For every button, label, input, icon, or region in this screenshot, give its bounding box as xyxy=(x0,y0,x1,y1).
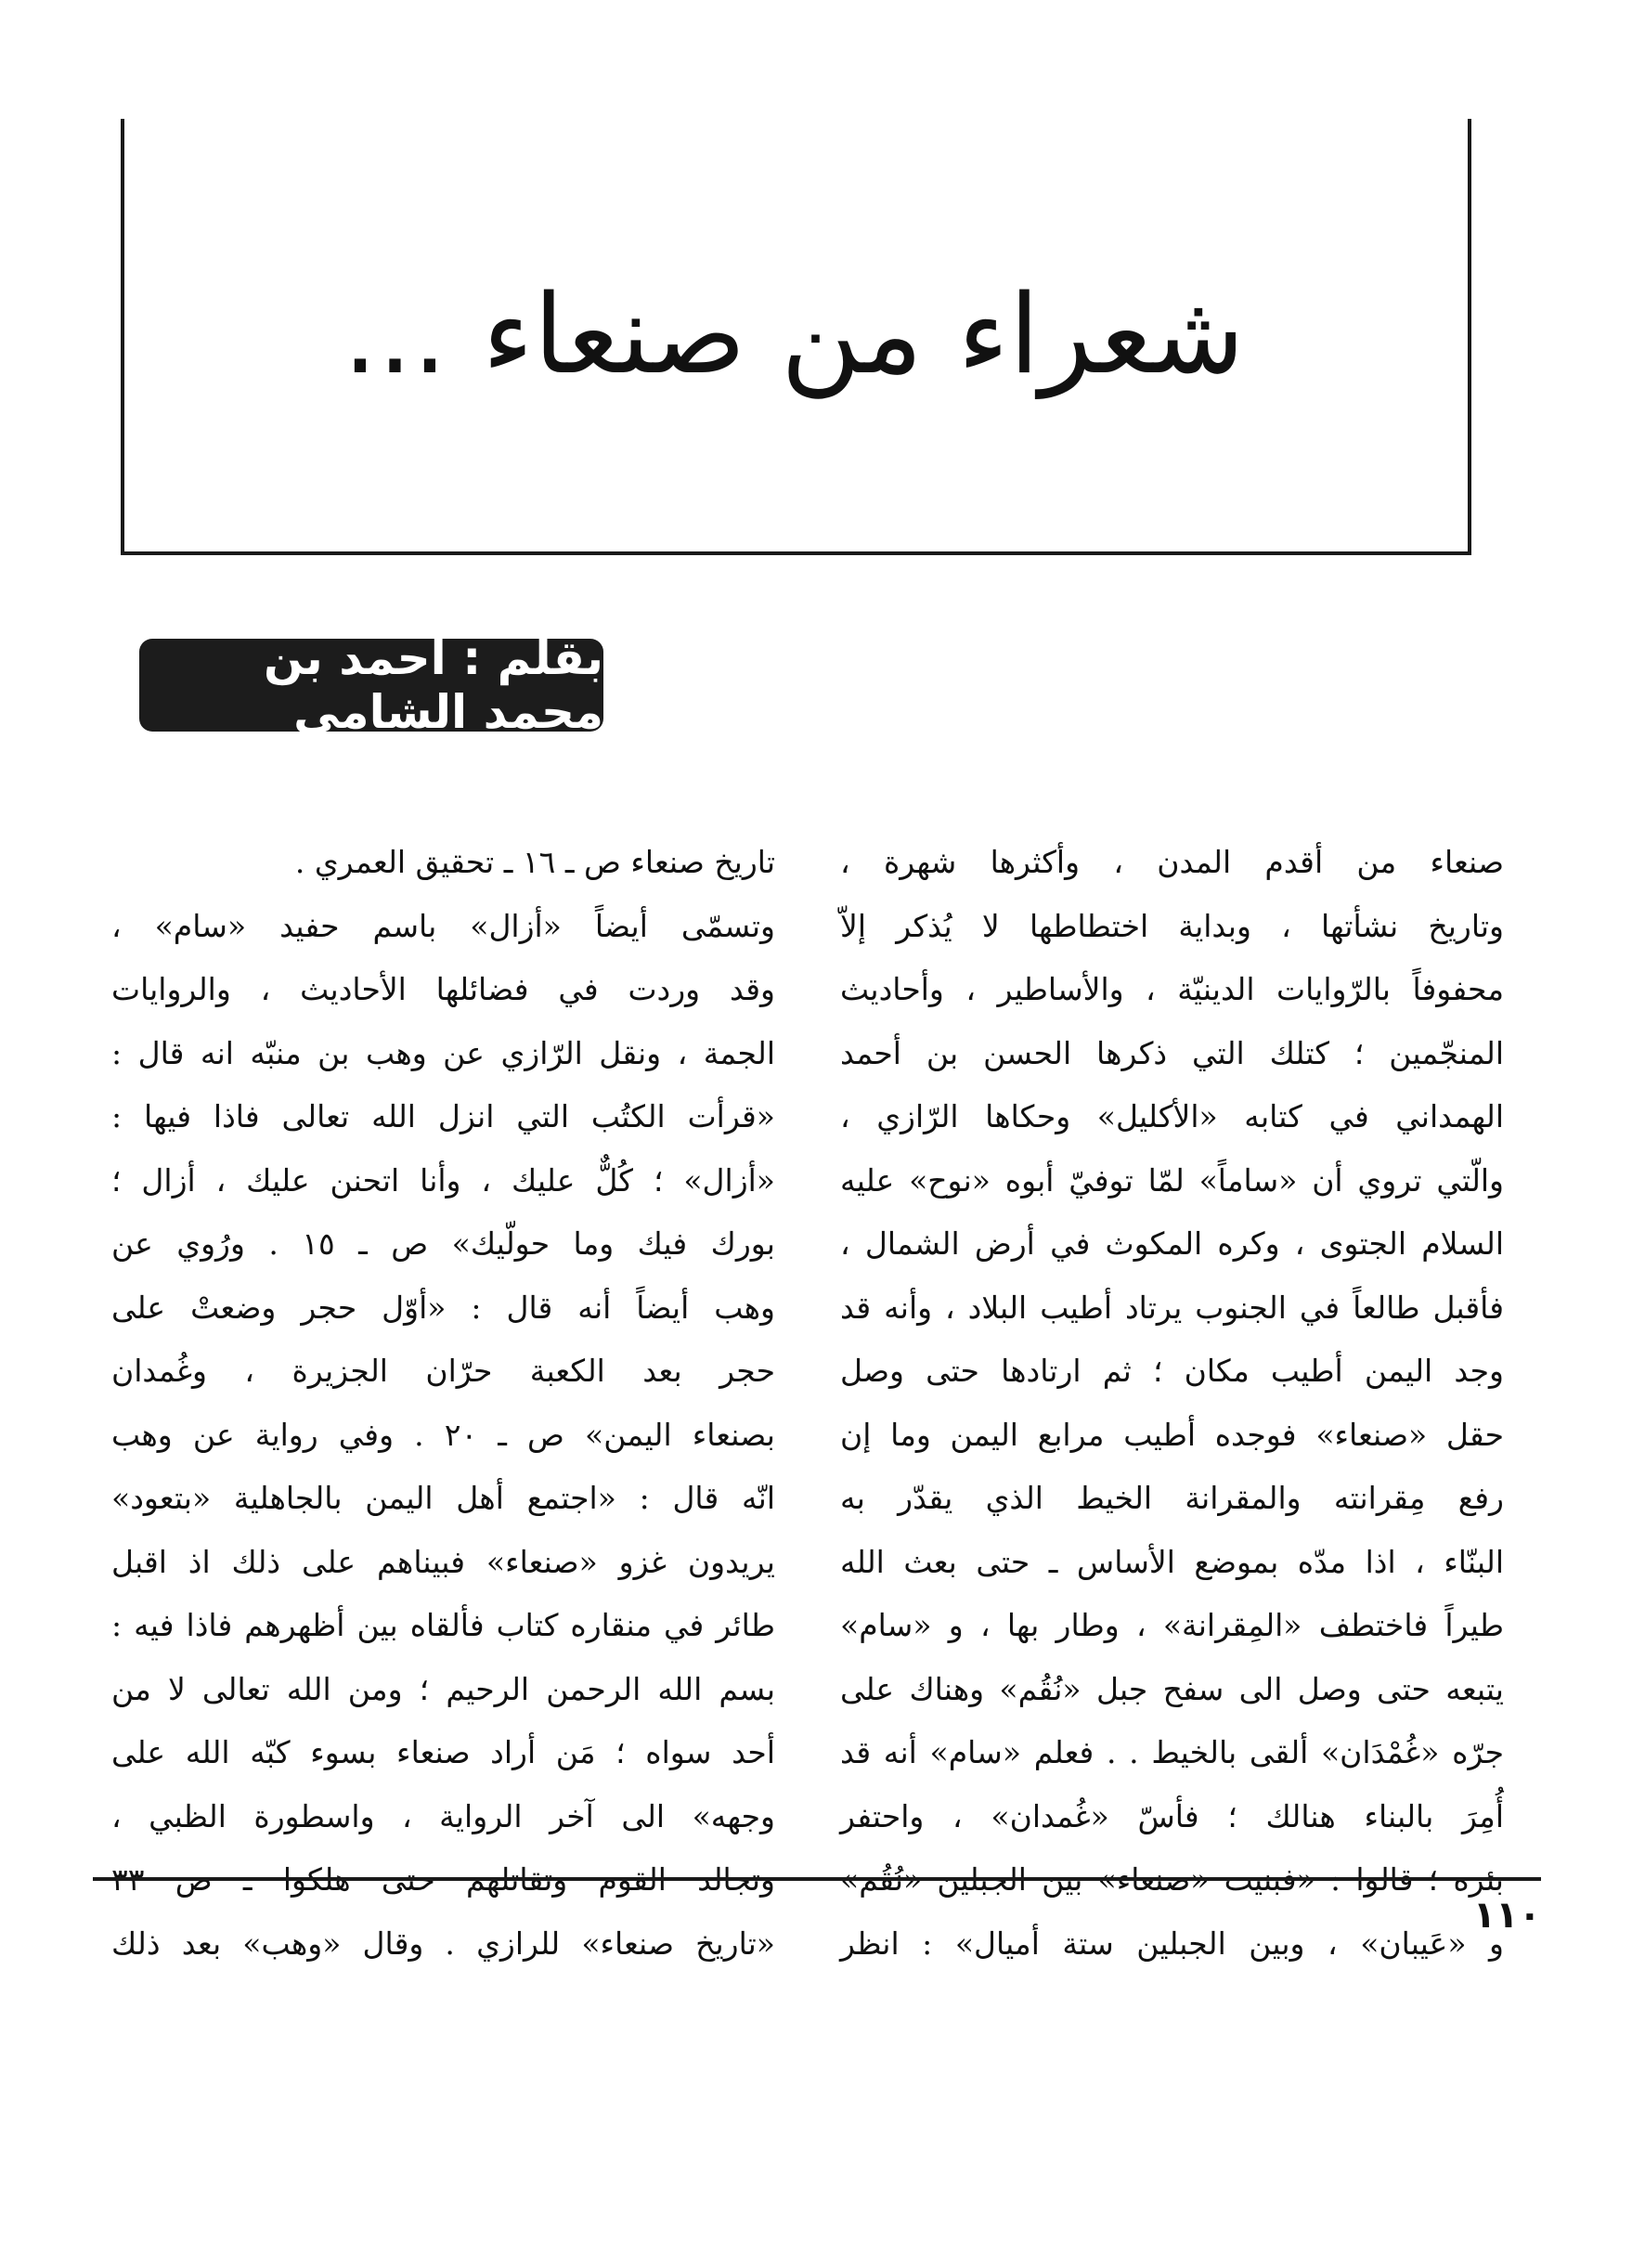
text-line: السلام الجتوى ، وكره المكوث في أرض الشمال ، xyxy=(840,1225,1504,1262)
text-line: أُمِرَ بالبناء هنالك ؛ فأسّ «غُمدان» ، واحتفر xyxy=(840,1797,1504,1834)
text-line: وتسمّى أيضاً «أزال» باسم حفيد «سام» ، xyxy=(111,907,775,944)
text-line: فأقبل طالعاً في الجنوب يرتاد أطيب البلاد ، وأنه قد xyxy=(840,1289,1504,1326)
text-line: رفع مِقرانته والمقرانة الخيط الذي يقدّر به xyxy=(840,1480,1504,1516)
text-line: طيراً فاختطف «المِقرانة» ، وطار بها ، و «سام» xyxy=(840,1607,1504,1643)
text-line: «أزال» ؛ كُلٌّ عليك ، وأنا اتحنن عليك ، أزال ؛ xyxy=(111,1161,775,1199)
text-line: حجر بعد الكعبة حرّان الجزيرة ، وغُمدان xyxy=(111,1353,775,1389)
text-line: محفوفاً بالرّوايات الدينيّة ، والأساطير ، وأحاديث xyxy=(840,971,1504,1007)
text-line: الهمداني في كتابه «الأكليل» وحكاها الرّازي ، xyxy=(840,1098,1504,1134)
article-title: شعراء من صنعاء ... xyxy=(343,270,1245,398)
text-line: وتاريخ نشأتها ، وبداية اختطاطها لا يُذكر إلاّ xyxy=(840,907,1504,944)
text-line: انّه قال : «اجتمع أهل اليمن بالجاهلية «بتعود» xyxy=(111,1480,775,1516)
text-line: يريدون غزو «صنعاء» فبيناهم على ذلك اذ اقبل xyxy=(111,1543,775,1580)
text-line: وجد اليمن أطيب مكان ؛ ثم ارتادها حتى وصل xyxy=(840,1353,1504,1389)
text-line: «تاريخ صنعاء» للرازي . وقال «وهب» بعد ذلك xyxy=(111,1925,775,1962)
text-line: «قرأت الكتُب التي انزل الله تعالى فاذا فيها : xyxy=(111,1098,775,1134)
text-line: بئره ؛ قالوا : «فبنيت «صنعاء» بين الجبلين «نُقُم» xyxy=(840,1861,1504,1898)
text-line: وتجالد القوم وتقاتلهم حتى هلكوا ـ ص ٣٣ xyxy=(111,1861,775,1898)
text-line: وجهه» الى آخر الرواية ، واسطورة الظبي ، xyxy=(111,1797,775,1834)
text-line: و «عَيبان» ، وبين الجبلين ستة أميال» : انظر xyxy=(840,1925,1504,1962)
text-line: بورك فيك وما حولّيك» ص ـ ١٥ . ورُوي عن xyxy=(111,1225,775,1262)
text-line: بسم الله الرحمن الرحيم ؛ ومن الله تعالى لا من xyxy=(111,1670,775,1707)
text-line: وقد وردت في فضائلها الأحاديث ، والروايات xyxy=(111,971,775,1007)
text-line: صنعاء من أقدم المدن ، وأكثرها شهرة ، xyxy=(840,844,1504,880)
text-line: البنّاء ، اذا مدّه بموضع الأساس ـ حتى بعث الله xyxy=(840,1543,1504,1580)
text-line: حقل «صنعاء» فوجده أطيب مرابع اليمن وما إن xyxy=(840,1416,1504,1453)
text-column-right xyxy=(840,831,1504,1962)
text-line: بصنعاء اليمن» ص ـ ٢٠ . وفي رواية عن وهب xyxy=(111,1416,775,1453)
text-line: الجمة ، ونقل الرّازي عن وهب بن منبّه انه قال : xyxy=(111,1034,775,1071)
text-line: جرّه «غُمْدَان» ألقى بالخيط . . فعلم «سام» أنه قد xyxy=(840,1734,1504,1770)
text-line: المنجّمين ؛ كتلك التي ذكرها الحسن بن أحمد xyxy=(840,1034,1504,1071)
text-line: والّتي تروي أن «ساماً» لمّا توفيّ أبوه «نوح» عليه xyxy=(840,1161,1504,1199)
text-line: طائر في منقاره كتاب فألقاه بين أظهرهم فاذا فيه : xyxy=(111,1607,775,1643)
text-line: أحد سواه ؛ مَن أراد صنعاء بسوء كبّه الله على xyxy=(111,1734,775,1770)
footer-rule xyxy=(93,1877,1541,1881)
text-line: وهب أيضاً أنه قال : «أوّل حجر وضعتْ على xyxy=(111,1289,775,1326)
author-byline-badge: بقلم : أحمد بن محمد الشامي xyxy=(139,639,603,732)
text-column-left xyxy=(111,831,775,1962)
text-line: يتبعه حتى وصل الى سفح جبل «نُقُم» وهناك على xyxy=(840,1670,1504,1707)
page-number: ١١٠ xyxy=(1472,1894,1541,1937)
text-line: تاريخ صنعاء ص ـ ١٦ ـ تحقيق العمري . xyxy=(294,844,775,880)
